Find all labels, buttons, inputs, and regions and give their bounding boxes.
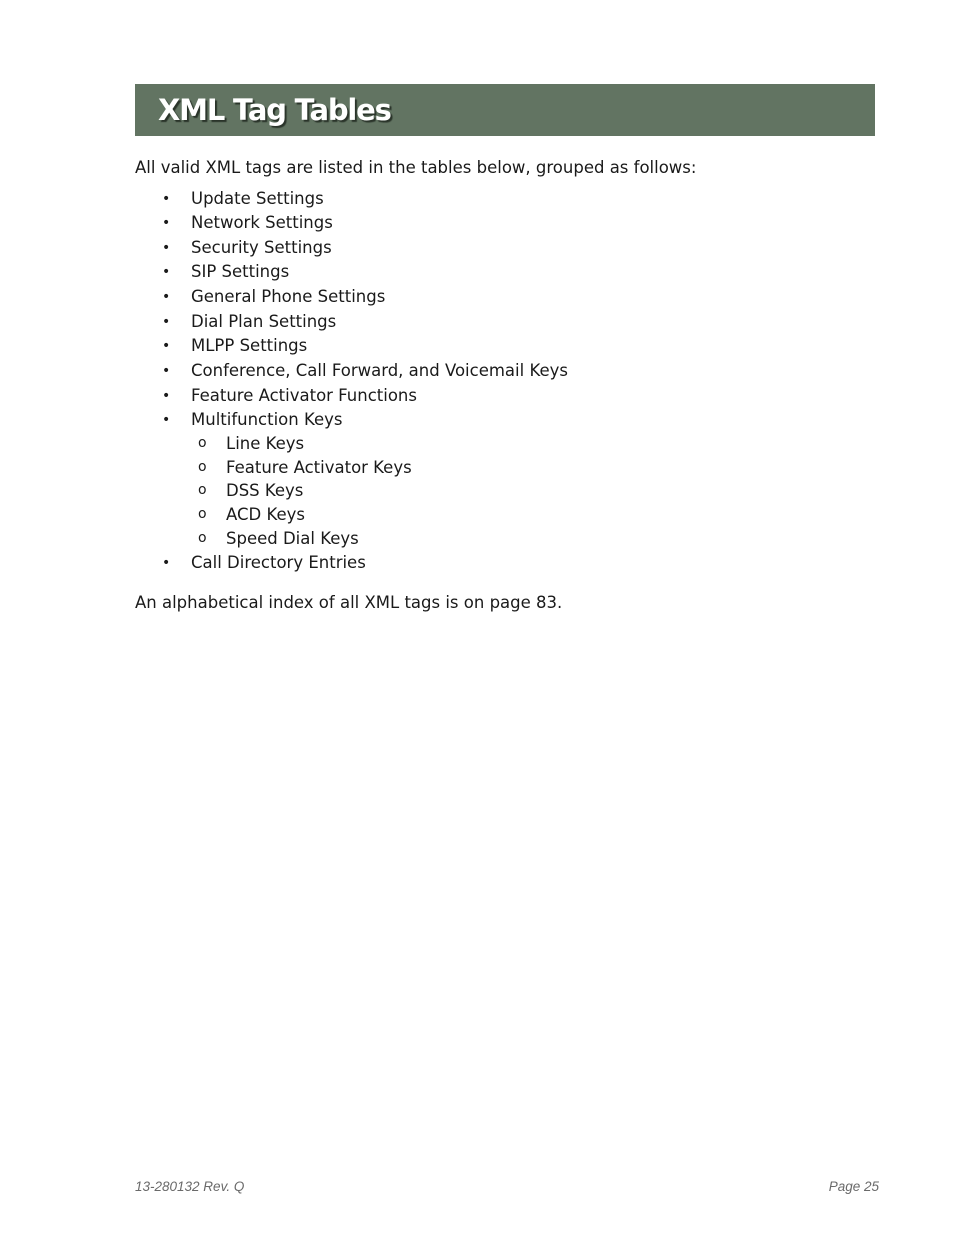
bullet-icon: • (162, 240, 171, 256)
bullet-icon: • (162, 314, 171, 330)
sub-list-item-label: Line Keys (226, 434, 305, 453)
list-item-label: Conference, Call Forward, and Voicemail Keys (191, 361, 568, 380)
sub-bullet-icon: o (198, 435, 207, 451)
list-item-label: Feature Activator Functions (191, 386, 417, 405)
list-item-label: Multifunction Keys (191, 410, 343, 429)
footer-document-id: 13-280132 Rev. Q (135, 1179, 245, 1194)
page-title: XML Tag Tables (158, 93, 391, 127)
bullet-icon: • (162, 363, 171, 379)
intro-paragraph: All valid XML tags are listed in the tables below, grouped as follows: (135, 158, 697, 177)
sub-list-item-label: DSS Keys (226, 481, 304, 500)
sub-list-item-label: Speed Dial Keys (226, 529, 359, 548)
list-item-label: General Phone Settings (191, 287, 386, 306)
sub-list-item-label: ACD Keys (226, 505, 305, 524)
sub-list-item-label: Feature Activator Keys (226, 458, 412, 477)
sub-bullet-icon: o (198, 482, 207, 498)
bullet-icon: • (162, 215, 171, 231)
bullet-icon: • (162, 191, 171, 207)
list-item-label: MLPP Settings (191, 336, 308, 355)
list-item-label: Update Settings (191, 189, 324, 208)
bullet-icon: • (162, 338, 171, 354)
bullet-icon: • (162, 388, 171, 404)
footer-page-number: Page 25 (828, 1179, 879, 1194)
sub-bullet-icon: o (198, 459, 207, 475)
list-item-label: SIP Settings (191, 262, 290, 281)
list-item-label: Network Settings (191, 213, 333, 232)
sub-bullet-icon: o (198, 530, 207, 546)
section-heading-bar (135, 84, 875, 136)
list-item-label: Dial Plan Settings (191, 312, 337, 331)
index-reference-paragraph: An alphabetical index of all XML tags is on page 83. (135, 593, 563, 612)
list-item-label: Call Directory Entries (191, 553, 366, 572)
sub-bullet-icon: o (198, 506, 207, 522)
bullet-icon: • (162, 264, 171, 280)
list-item-label: Security Settings (191, 238, 332, 257)
bullet-icon: • (162, 289, 171, 305)
bullet-icon: • (162, 555, 171, 571)
bullet-icon: • (162, 412, 171, 428)
